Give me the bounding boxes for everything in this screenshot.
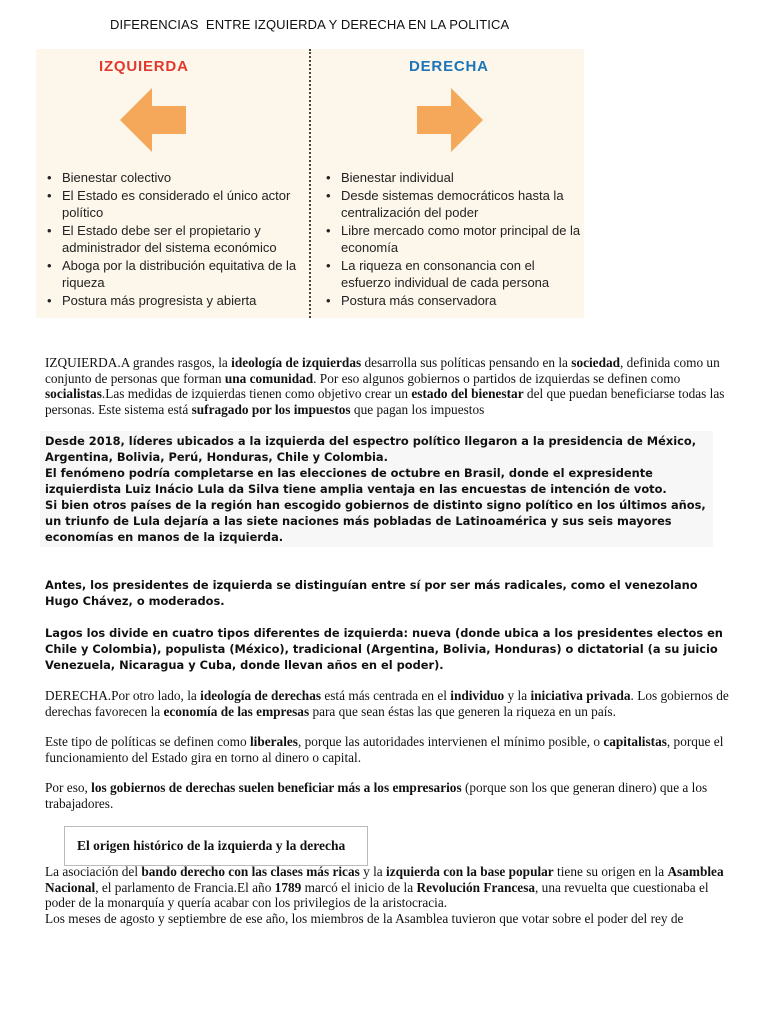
arrow-right-icon bbox=[417, 88, 483, 152]
list-item: • Postura más conservadora bbox=[323, 292, 581, 310]
news-paragraph: Si bien otros países de la región han escogido gobiernos de distinto signo político en los últimos años, un triunfo de Lula dejaría a las siete naciones más pobladas de Latinoamérica y sus seis mayores economías en manos de la izquierda. bbox=[45, 498, 706, 544]
news-block bbox=[40, 431, 713, 547]
list-item: • Bienestar individual bbox=[323, 169, 581, 187]
derecha-list bbox=[323, 169, 581, 309]
liberales-paragraph: Este tipo de políticas se definen como liberales, porque las autoridades intervienen el mínimo posible, o capitalistas, porque el funcionamiento del Estado gira en torno al dinero o capital. bbox=[45, 734, 724, 765]
origen-paragraph: La asociación del bando derecho con las clases más ricas y la izquierda con la base popular tiene su origen en la Asamblea Nacional, el parlamento de Francia.El año 1789 marcó el inicio de la Revolución Francesa, una revuelta que cuestionaba el poder de la monarquía y quería acabar con los privilegios de la aristocracia. Los meses de agosto y septiembre de ese año, los miembros de la Asamblea tuvieron que votar sobre el poder del rey de bbox=[45, 864, 724, 926]
list-item: • Postura más progresista y abierta bbox=[44, 292, 302, 310]
list-item: • Desde sistemas democráticos hasta la centralización del poder bbox=[323, 187, 581, 222]
derecha-heading: DERECHA bbox=[409, 58, 489, 75]
news-paragraph: Desde 2018, líderes ubicados a la izquierda del espectro político llegaron a la presidencia de México, Argentina, Bolivia, Perú, Honduras, Chile y Colombia. bbox=[45, 434, 697, 464]
list-item: • El Estado debe ser el propietario y administrador del sistema económico bbox=[44, 222, 302, 257]
section-heading: El origen histórico de la izquierda y la derecha bbox=[64, 826, 368, 866]
news-paragraph-chavez: Antes, los presidentes de izquierda se distinguían entre sí por ser más radicales, como el venezolano Hugo Chávez, o moderados. bbox=[45, 578, 698, 608]
izquierda-paragraph: IZQUIERDA.A grandes rasgos, la ideología de izquierdas desarrolla sus políticas pensando en la sociedad, definida como un conjunto de personas que forman una comunidad. Por eso algunos gobiernos o partidos de izquierdas se definen como socialistas.Las medidas de izquierdas tienen como objetivo crear un estado del bienestar del que puedan beneficiarse todas las personas. Este sistema está sufragado por los impuestos que pagan los impuestos bbox=[45, 355, 725, 417]
izquierda-list bbox=[44, 169, 302, 309]
derecha-paragraph: DERECHA.Por otro lado, la ideología de derechas está más centrada en el individuo y la iniciativa privada. Los gobiernos de derechas favorecen la economía de las empresas para que sean éstas las que generen la riqueza en un país. bbox=[45, 688, 729, 719]
izquierda-heading: IZQUIERDA bbox=[99, 58, 189, 75]
list-item: • El Estado es considerado el único actor político bbox=[44, 187, 302, 222]
news-paragraph: El fenómeno podría completarse en las elecciones de octubre en Brasil, donde el expresidente izquierdista Luiz Inácio Lula da Silva tiene amplia ventaja en las encuestas de intención de voto. bbox=[45, 466, 667, 496]
left-right-infographic bbox=[36, 49, 584, 318]
list-item: • Aboga por la distribución equitativa de la riqueza bbox=[44, 257, 302, 292]
list-item: • La riqueza en consonancia con el esfuerzo individual de cada persona bbox=[323, 257, 581, 292]
list-item: • Bienestar colectivo bbox=[44, 169, 302, 187]
dotted-divider bbox=[309, 49, 311, 318]
news-paragraph-lagos: Lagos los divide en cuatro tipos diferentes de izquierda: nueva (donde ubica a los presidentes electos en Chile y Colombia), populista (México), tradicional (Argentina, Bolivia, Honduras) o dictatorial (a su juicio Venezuela, Nicaragua y Cuba, donde llevan años en el poder). bbox=[45, 626, 723, 672]
list-item: • Libre mercado como motor principal de la economía bbox=[323, 222, 581, 257]
document-title: DIFERENCIAS ENTRE IZQUIERDA Y DERECHA EN LA POLITICA bbox=[110, 17, 510, 32]
arrow-left-icon bbox=[120, 88, 186, 152]
empresarios-paragraph: Por eso, los gobiernos de derechas suelen beneficiar más a los empresarios (porque son los que generan dinero) que a los trabajadores. bbox=[45, 780, 708, 811]
